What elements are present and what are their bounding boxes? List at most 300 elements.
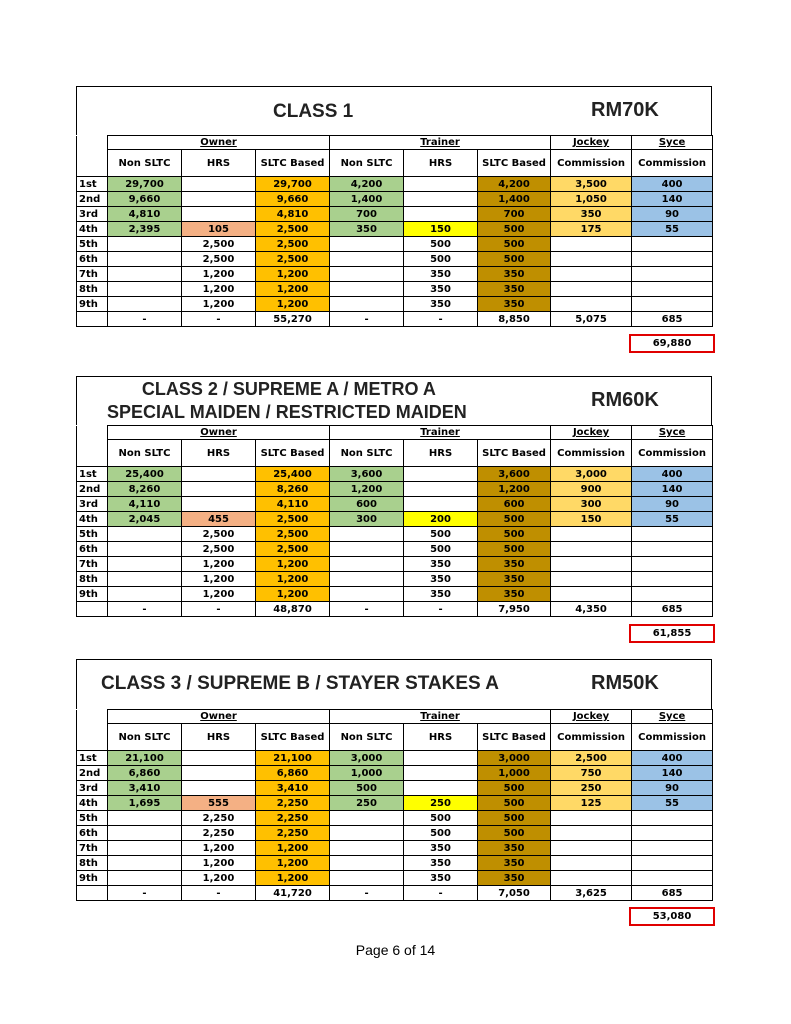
owner-sltc-based-cell: 21,100: [256, 751, 330, 766]
trainer-sltc-based-cell: 350: [478, 587, 551, 602]
title-line: CLASS 3 / SUPREME B / STAYER STAKES A: [101, 673, 500, 694]
owner-sltc-based-cell: 1,200: [256, 282, 330, 297]
corner-cell: [77, 136, 108, 150]
trainer-non-sltc-cell: 600: [330, 497, 404, 512]
syce-commission-cell: 400: [632, 177, 713, 192]
trainer-sltc-based-cell: 350: [478, 282, 551, 297]
title-line: SPECIAL MAIDEN / RESTRICTED MAIDEN: [107, 402, 467, 422]
trainer-non-sltc-cell: [330, 856, 404, 871]
position-label: 6th: [77, 252, 108, 267]
trainer-sltc-based-cell: 500: [478, 222, 551, 237]
jockey-commission-total: 4,350: [551, 602, 632, 617]
table-row: [77, 811, 713, 826]
table-row: [77, 542, 713, 557]
group-header: [108, 710, 330, 724]
owner-hrs-cell: [182, 781, 256, 796]
trainer-non-sltc-cell: 250: [330, 796, 404, 811]
totals-label-cell: [77, 602, 108, 617]
trainer-non-sltc-cell: [330, 237, 404, 252]
trainer-hrs-cell: 350: [404, 856, 478, 871]
column-header: SLTC Based: [256, 150, 330, 177]
table-row: [77, 252, 713, 267]
group-header: [632, 136, 713, 150]
owner-sltc-based-cell: 1,200: [256, 572, 330, 587]
position-label: 9th: [77, 587, 108, 602]
trainer-non-sltc-total: -: [330, 602, 404, 617]
table-row: [77, 856, 713, 871]
trainer-sltc-based-total: 7,950: [478, 602, 551, 617]
prize-amount: RM70K: [591, 99, 659, 121]
trainer-hrs-cell: 500: [404, 237, 478, 252]
column-header: Non SLTC: [108, 724, 182, 751]
column-header: Commission: [551, 440, 632, 467]
owner-sltc-based-cell: 9,660: [256, 192, 330, 207]
owner-hrs-cell: [182, 192, 256, 207]
position-label: 1st: [77, 467, 108, 482]
title-line: CLASS 2 / SUPREME A / METRO A: [141, 379, 436, 399]
prize-table: [76, 425, 713, 617]
column-header-row: [77, 150, 713, 177]
owner-hrs-cell: 1,200: [182, 297, 256, 312]
owner-hrs-cell: 105: [182, 222, 256, 237]
syce-commission-total: 685: [632, 886, 713, 901]
trainer-non-sltc-cell: 1,000: [330, 766, 404, 781]
position-label: 3rd: [77, 497, 108, 512]
group-header: [108, 426, 330, 440]
jockey-commission-cell: 250: [551, 781, 632, 796]
position-label: 2nd: [77, 482, 108, 497]
owner-hrs-cell: [182, 751, 256, 766]
trainer-non-sltc-cell: 500: [330, 781, 404, 796]
group-header-row: [77, 426, 713, 440]
owner-hrs-cell: 2,250: [182, 811, 256, 826]
owner-non-sltc-cell: 4,810: [108, 207, 182, 222]
trainer-hrs-cell: [404, 766, 478, 781]
owner-non-sltc-cell: 9,660: [108, 192, 182, 207]
owner-non-sltc-cell: [108, 267, 182, 282]
column-header: Non SLTC: [108, 150, 182, 177]
jockey-commission-cell: [551, 267, 632, 282]
table-row: [77, 222, 713, 237]
jockey-commission-cell: [551, 856, 632, 871]
trainer-hrs-cell: 150: [404, 222, 478, 237]
trainer-hrs-total: -: [404, 602, 478, 617]
position-label: 7th: [77, 267, 108, 282]
trainer-hrs-cell: 500: [404, 252, 478, 267]
jockey-commission-cell: 125: [551, 796, 632, 811]
trainer-non-sltc-cell: [330, 527, 404, 542]
trainer-hrs-cell: 350: [404, 557, 478, 572]
group-header-row: [77, 136, 713, 150]
trainer-sltc-based-cell: 1,400: [478, 192, 551, 207]
trainer-sltc-based-total: 7,050: [478, 886, 551, 901]
position-label: 8th: [77, 572, 108, 587]
trainer-hrs-cell: [404, 207, 478, 222]
jockey-commission-cell: 2,500: [551, 751, 632, 766]
trainer-hrs-total: -: [404, 886, 478, 901]
trainer-non-sltc-cell: 1,200: [330, 482, 404, 497]
group-label: Owner: [200, 137, 237, 148]
syce-commission-cell: [632, 527, 713, 542]
position-label: 1st: [77, 751, 108, 766]
table-row: [77, 482, 713, 497]
column-header: Commission: [632, 440, 713, 467]
jockey-commission-cell: [551, 841, 632, 856]
trainer-non-sltc-cell: [330, 826, 404, 841]
table-row: [77, 527, 713, 542]
table-row: [77, 467, 713, 482]
owner-sltc-based-cell: 8,260: [256, 482, 330, 497]
syce-commission-cell: 90: [632, 497, 713, 512]
owner-non-sltc-cell: [108, 557, 182, 572]
owner-hrs-cell: 1,200: [182, 587, 256, 602]
trainer-hrs-cell: [404, 751, 478, 766]
trainer-sltc-based-cell: 500: [478, 512, 551, 527]
owner-sltc-based-cell: 1,200: [256, 856, 330, 871]
trainer-sltc-based-cell: 500: [478, 542, 551, 557]
trainer-hrs-cell: [404, 192, 478, 207]
syce-commission-cell: [632, 841, 713, 856]
trainer-sltc-based-cell: 500: [478, 252, 551, 267]
table-row: [77, 781, 713, 796]
column-header: HRS: [182, 150, 256, 177]
trainer-sltc-based-cell: 3,600: [478, 467, 551, 482]
owner-sltc-based-cell: 1,200: [256, 587, 330, 602]
owner-sltc-based-cell: 25,400: [256, 467, 330, 482]
column-header: HRS: [404, 724, 478, 751]
syce-commission-cell: [632, 572, 713, 587]
owner-sltc-based-cell: 1,200: [256, 267, 330, 282]
owner-sltc-based-cell: 1,200: [256, 841, 330, 856]
trainer-hrs-cell: 350: [404, 267, 478, 282]
syce-commission-cell: 140: [632, 192, 713, 207]
jockey-commission-total: 5,075: [551, 312, 632, 327]
group-label: Syce: [658, 137, 686, 148]
owner-hrs-cell: 1,200: [182, 856, 256, 871]
position-label: 8th: [77, 282, 108, 297]
group-label: Syce: [658, 711, 686, 722]
section-header: [76, 86, 712, 135]
owner-sltc-based-cell: 2,250: [256, 811, 330, 826]
group-header: [632, 710, 713, 724]
trainer-hrs-total: -: [404, 312, 478, 327]
section-title: [101, 673, 499, 695]
owner-hrs-cell: [182, 482, 256, 497]
trainer-sltc-based-cell: 3,000: [478, 751, 551, 766]
table-row: [77, 766, 713, 781]
trainer-sltc-based-cell: 500: [478, 811, 551, 826]
syce-commission-cell: [632, 267, 713, 282]
owner-non-sltc-cell: [108, 572, 182, 587]
trainer-sltc-based-cell: 4,200: [478, 177, 551, 192]
trainer-sltc-based-cell: 700: [478, 207, 551, 222]
trainer-sltc-based-cell: 600: [478, 497, 551, 512]
syce-commission-cell: 400: [632, 751, 713, 766]
syce-commission-total: 685: [632, 312, 713, 327]
owner-sltc-based-cell: 2,500: [256, 237, 330, 252]
owner-hrs-cell: 1,200: [182, 841, 256, 856]
prize-amount: RM60K: [591, 389, 659, 411]
owner-hrs-cell: [182, 177, 256, 192]
table-row: [77, 207, 713, 222]
syce-commission-total: 685: [632, 602, 713, 617]
trainer-sltc-based-cell: 500: [478, 826, 551, 841]
trainer-sltc-based-cell: 500: [478, 796, 551, 811]
syce-commission-cell: 140: [632, 766, 713, 781]
column-header: SLTC Based: [478, 440, 551, 467]
trainer-non-sltc-cell: 3,600: [330, 467, 404, 482]
trainer-hrs-cell: 350: [404, 297, 478, 312]
jockey-commission-cell: 900: [551, 482, 632, 497]
column-header: Commission: [632, 724, 713, 751]
jockey-commission-cell: [551, 557, 632, 572]
owner-hrs-total: -: [182, 312, 256, 327]
section-title: [273, 101, 353, 123]
owner-hrs-cell: 1,200: [182, 557, 256, 572]
column-header-row: [77, 724, 713, 751]
syce-commission-cell: [632, 587, 713, 602]
jockey-commission-cell: 750: [551, 766, 632, 781]
jockey-commission-cell: [551, 237, 632, 252]
table-row: [77, 871, 713, 886]
syce-commission-cell: [632, 557, 713, 572]
trainer-hrs-cell: [404, 781, 478, 796]
trainer-sltc-based-cell: 350: [478, 267, 551, 282]
trainer-sltc-based-cell: 350: [478, 841, 551, 856]
jockey-commission-cell: [551, 282, 632, 297]
trainer-non-sltc-cell: [330, 267, 404, 282]
group-label: Trainer: [420, 711, 460, 722]
owner-sltc-based-cell: 29,700: [256, 177, 330, 192]
group-label: Jockey: [572, 137, 610, 148]
table-row: [77, 267, 713, 282]
jockey-commission-cell: 1,050: [551, 192, 632, 207]
owner-hrs-cell: 2,500: [182, 252, 256, 267]
table-row: [77, 297, 713, 312]
trainer-sltc-based-cell: 350: [478, 572, 551, 587]
jockey-commission-cell: 3,000: [551, 467, 632, 482]
column-header: SLTC Based: [256, 440, 330, 467]
trainer-sltc-based-cell: 500: [478, 781, 551, 796]
class-3-section: [76, 659, 712, 901]
trainer-non-sltc-cell: [330, 557, 404, 572]
trainer-hrs-cell: [404, 177, 478, 192]
owner-hrs-cell: [182, 497, 256, 512]
group-label: Owner: [200, 711, 237, 722]
table-row: [77, 841, 713, 856]
owner-non-sltc-cell: 1,695: [108, 796, 182, 811]
grand-total: 61,855: [629, 624, 715, 643]
group-label: Jockey: [572, 427, 610, 438]
totals-row: [77, 602, 713, 617]
owner-sltc-based-cell: 4,810: [256, 207, 330, 222]
jockey-commission-cell: [551, 572, 632, 587]
trainer-sltc-based-cell: 350: [478, 557, 551, 572]
trainer-sltc-based-cell: 350: [478, 871, 551, 886]
trainer-sltc-based-cell: 350: [478, 856, 551, 871]
position-label: 4th: [77, 512, 108, 527]
column-header: Non SLTC: [330, 440, 404, 467]
jockey-commission-cell: [551, 527, 632, 542]
table-row: [77, 557, 713, 572]
trainer-hrs-cell: 350: [404, 871, 478, 886]
section-header: [76, 376, 712, 425]
class-2-section: [76, 376, 712, 617]
group-header: [108, 136, 330, 150]
owner-non-sltc-cell: 2,395: [108, 222, 182, 237]
trainer-non-sltc-cell: [330, 297, 404, 312]
trainer-non-sltc-cell: [330, 252, 404, 267]
trainer-hrs-cell: 500: [404, 542, 478, 557]
trainer-non-sltc-cell: [330, 282, 404, 297]
position-label: 5th: [77, 237, 108, 252]
table-row: [77, 497, 713, 512]
corner-cell: [77, 426, 108, 440]
position-label: 2nd: [77, 192, 108, 207]
owner-sltc-based-total: 55,270: [256, 312, 330, 327]
owner-sltc-based-cell: 1,200: [256, 557, 330, 572]
owner-hrs-cell: 1,200: [182, 282, 256, 297]
totals-label-cell: [77, 886, 108, 901]
owner-non-sltc-total: -: [108, 886, 182, 901]
table-row: [77, 751, 713, 766]
syce-commission-cell: [632, 856, 713, 871]
owner-hrs-total: -: [182, 602, 256, 617]
owner-non-sltc-cell: 29,700: [108, 177, 182, 192]
owner-hrs-cell: [182, 207, 256, 222]
page-number: Page 6 of 14: [355, 942, 436, 958]
column-header: Commission: [551, 724, 632, 751]
group-header: [551, 710, 632, 724]
jockey-commission-cell: [551, 811, 632, 826]
trainer-non-sltc-cell: [330, 587, 404, 602]
position-label: 3rd: [77, 207, 108, 222]
position-label: 9th: [77, 297, 108, 312]
owner-sltc-based-cell: 2,500: [256, 542, 330, 557]
owner-non-sltc-cell: 2,045: [108, 512, 182, 527]
owner-non-sltc-cell: 4,110: [108, 497, 182, 512]
column-header-row: [77, 440, 713, 467]
group-header: [330, 426, 551, 440]
jockey-commission-cell: 350: [551, 207, 632, 222]
group-label: Jockey: [572, 711, 610, 722]
column-header: HRS: [182, 724, 256, 751]
column-header: SLTC Based: [478, 724, 551, 751]
syce-commission-cell: 140: [632, 482, 713, 497]
syce-commission-cell: 400: [632, 467, 713, 482]
trainer-non-sltc-cell: 1,400: [330, 192, 404, 207]
owner-non-sltc-cell: [108, 237, 182, 252]
grand-total: 53,080: [629, 907, 715, 926]
position-label: 9th: [77, 871, 108, 886]
jockey-commission-cell: 3,500: [551, 177, 632, 192]
column-header: SLTC Based: [256, 724, 330, 751]
prize-table: [76, 135, 713, 327]
owner-sltc-based-cell: 2,500: [256, 222, 330, 237]
column-header: HRS: [182, 440, 256, 467]
totals-row: [77, 312, 713, 327]
group-header-row: [77, 710, 713, 724]
trainer-non-sltc-cell: [330, 871, 404, 886]
column-header: Non SLTC: [330, 150, 404, 177]
jockey-commission-cell: [551, 826, 632, 841]
trainer-hrs-cell: 200: [404, 512, 478, 527]
owner-hrs-cell: 2,250: [182, 826, 256, 841]
group-label: Trainer: [420, 427, 460, 438]
position-label: 5th: [77, 527, 108, 542]
group-header: [330, 710, 551, 724]
position-label: 2nd: [77, 766, 108, 781]
group-label: Trainer: [420, 137, 460, 148]
column-header: HRS: [404, 150, 478, 177]
owner-sltc-based-cell: 2,250: [256, 826, 330, 841]
prize-amount: RM50K: [591, 672, 659, 694]
owner-sltc-based-cell: 1,200: [256, 871, 330, 886]
position-label: 8th: [77, 856, 108, 871]
corner-cell: [77, 150, 108, 177]
syce-commission-cell: [632, 252, 713, 267]
position-label: 4th: [77, 796, 108, 811]
group-header: [632, 426, 713, 440]
owner-sltc-based-total: 48,870: [256, 602, 330, 617]
owner-non-sltc-cell: [108, 826, 182, 841]
position-label: 7th: [77, 841, 108, 856]
owner-non-sltc-cell: [108, 587, 182, 602]
column-header: Non SLTC: [108, 440, 182, 467]
position-label: 6th: [77, 542, 108, 557]
trainer-sltc-based-cell: 1,200: [478, 482, 551, 497]
owner-sltc-based-cell: 1,200: [256, 297, 330, 312]
corner-cell: [77, 724, 108, 751]
trainer-sltc-based-cell: 500: [478, 237, 551, 252]
table-row: [77, 572, 713, 587]
owner-hrs-cell: 455: [182, 512, 256, 527]
group-label: Owner: [200, 427, 237, 438]
owner-hrs-cell: 1,200: [182, 267, 256, 282]
group-header: [551, 136, 632, 150]
owner-hrs-cell: 2,500: [182, 527, 256, 542]
trainer-non-sltc-cell: [330, 542, 404, 557]
column-header: Commission: [632, 150, 713, 177]
jockey-commission-cell: [551, 587, 632, 602]
owner-hrs-total: -: [182, 886, 256, 901]
owner-non-sltc-cell: [108, 527, 182, 542]
owner-sltc-based-cell: 2,250: [256, 796, 330, 811]
jockey-commission-cell: 300: [551, 497, 632, 512]
owner-non-sltc-total: -: [108, 312, 182, 327]
jockey-commission-cell: 175: [551, 222, 632, 237]
trainer-hrs-cell: 350: [404, 282, 478, 297]
owner-hrs-cell: 555: [182, 796, 256, 811]
trainer-sltc-based-cell: 500: [478, 527, 551, 542]
table-row: [77, 587, 713, 602]
owner-hrs-cell: 2,500: [182, 237, 256, 252]
owner-non-sltc-cell: [108, 282, 182, 297]
trainer-hrs-cell: 500: [404, 826, 478, 841]
column-header: Commission: [551, 150, 632, 177]
trainer-hrs-cell: [404, 497, 478, 512]
owner-sltc-based-cell: 6,860: [256, 766, 330, 781]
totals-label-cell: [77, 312, 108, 327]
trainer-sltc-based-total: 8,850: [478, 312, 551, 327]
owner-hrs-cell: 1,200: [182, 572, 256, 587]
group-header: [330, 136, 551, 150]
trainer-non-sltc-cell: 700: [330, 207, 404, 222]
section-header: [76, 659, 712, 709]
section-title: [107, 378, 467, 424]
owner-hrs-cell: 1,200: [182, 871, 256, 886]
syce-commission-cell: [632, 871, 713, 886]
